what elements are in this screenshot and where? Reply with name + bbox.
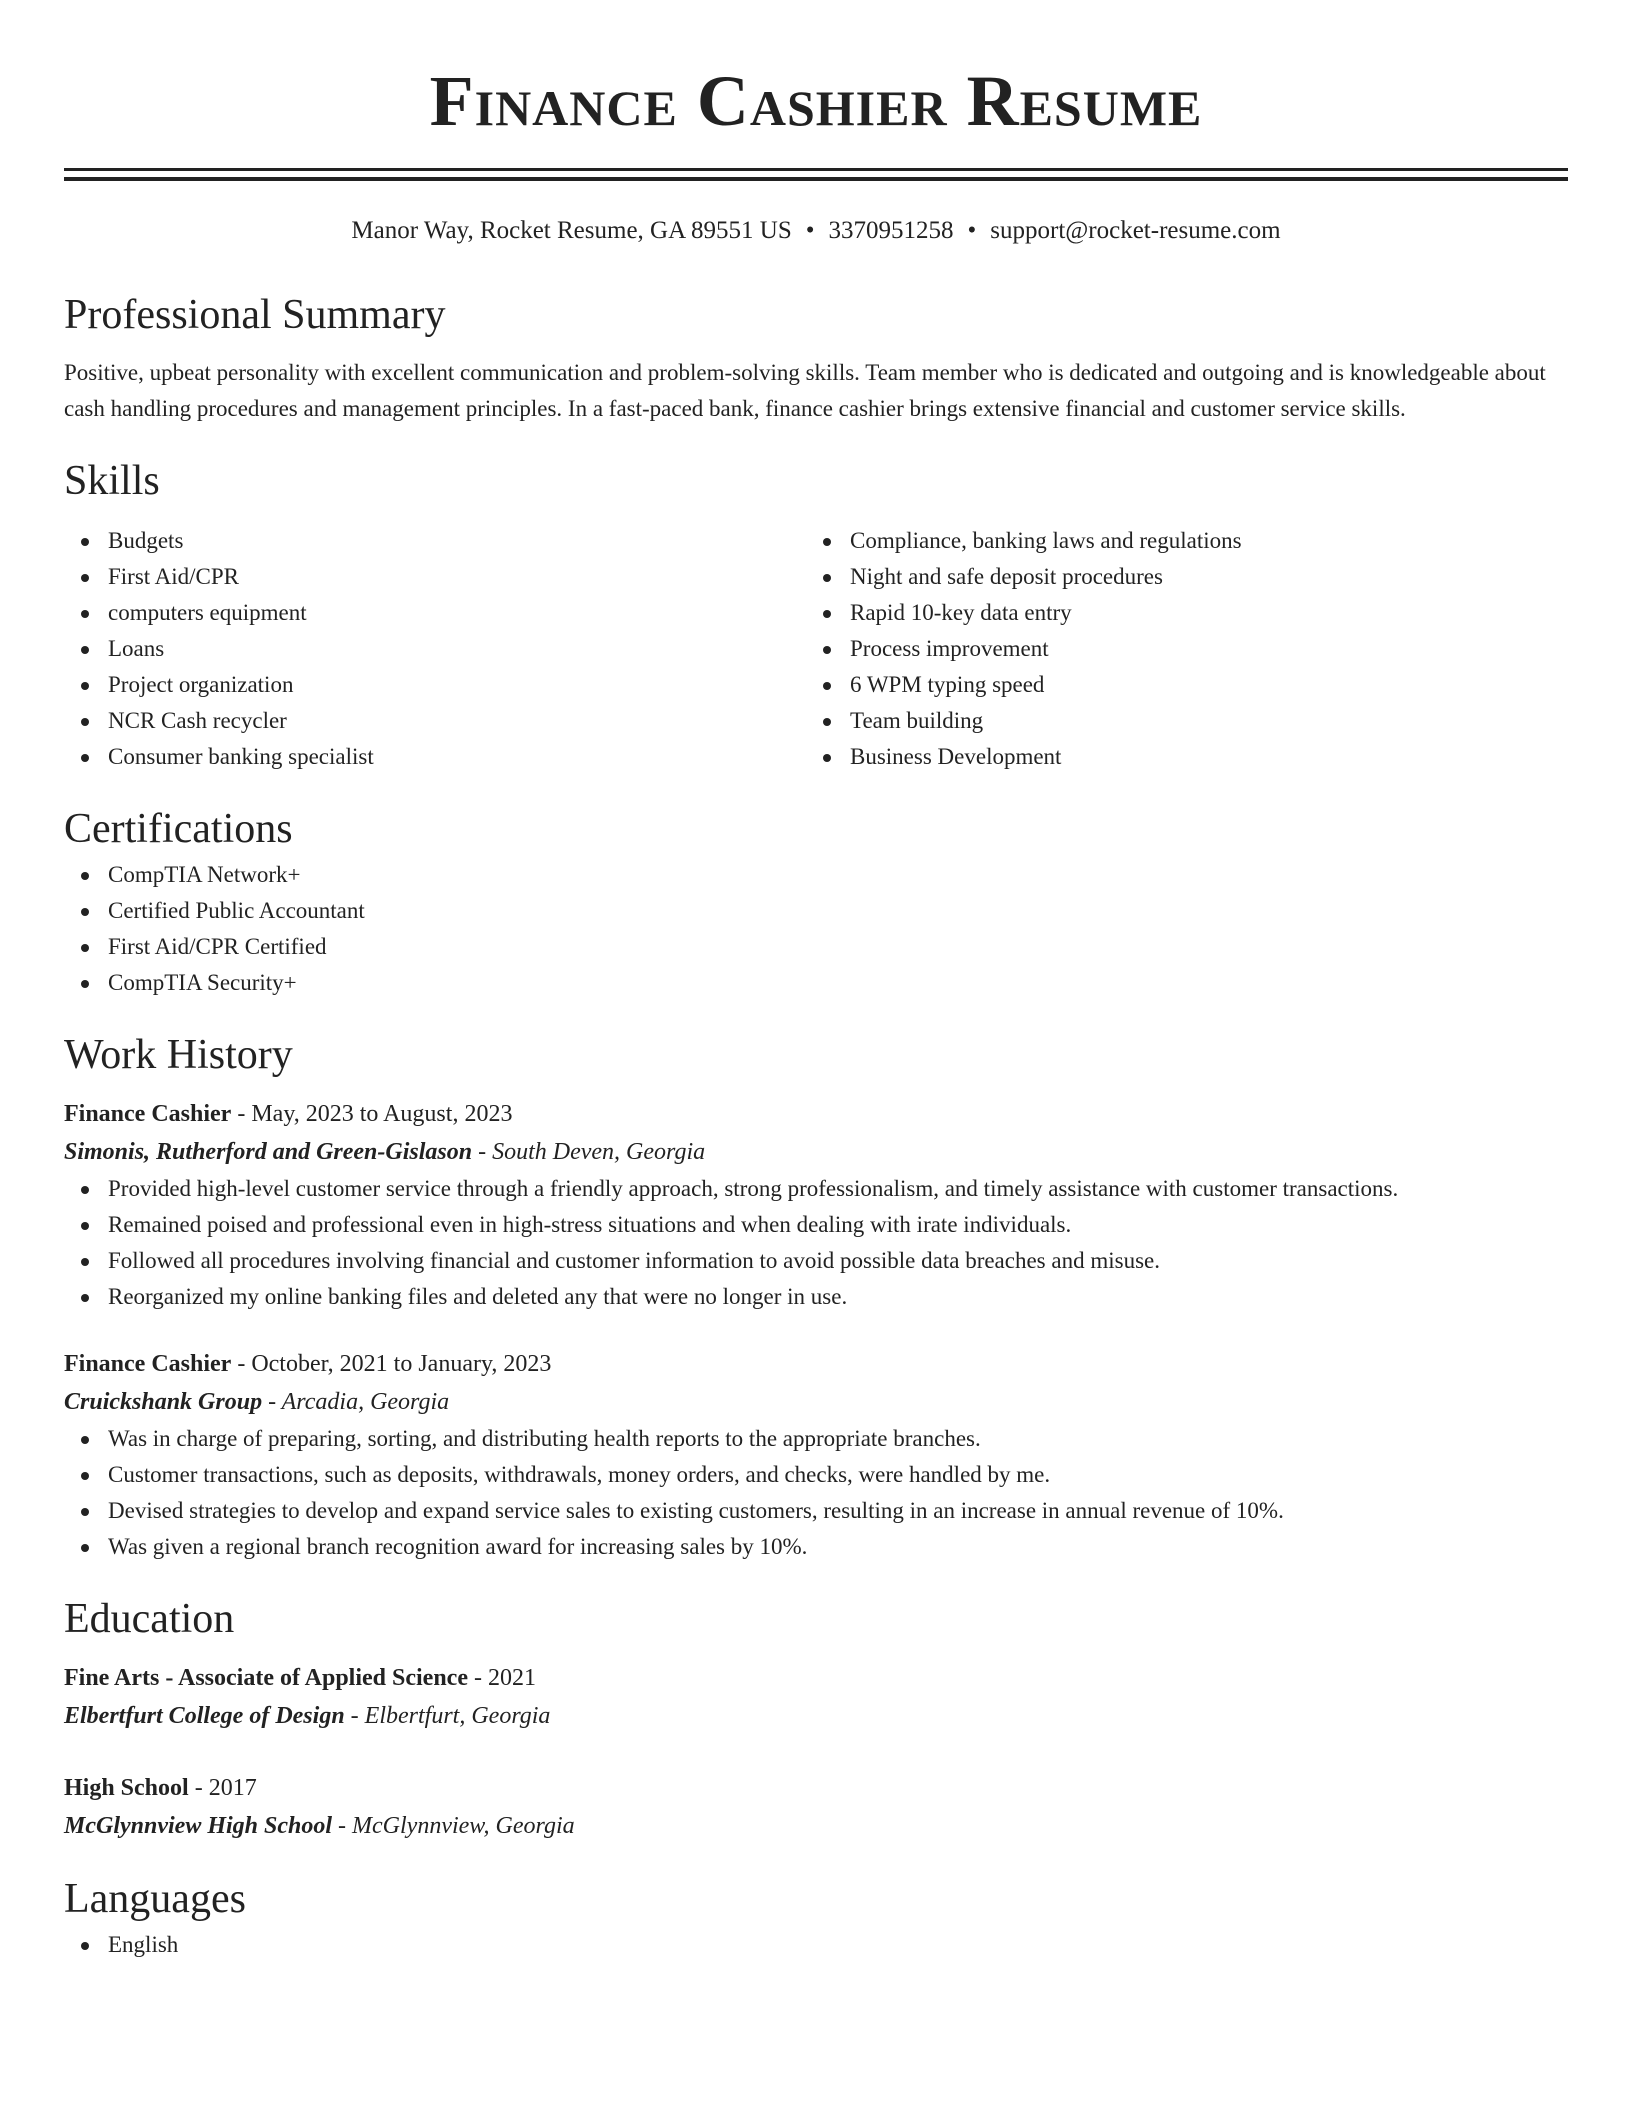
job-duty: Reorganized my online banking files and deleted any that were no longer in use. [108, 1279, 1568, 1315]
job-employer [64, 1133, 1568, 1171]
skill-item: Business Development [850, 739, 1548, 775]
job-header [64, 1095, 1568, 1133]
job-role: Finance Cashier [64, 1101, 232, 1127]
title-divider-bottom [64, 177, 1568, 181]
job-duty: Provided high-level customer service through a friendly approach, strong professionalism, and timely assistance with customer transactions. [108, 1171, 1568, 1207]
job-duty: Devised strategies to develop and expand service sales to existing customers, resulting in an increase in annual revenue of 10%. [108, 1493, 1568, 1529]
education-year: - 2017 [188, 1775, 257, 1801]
languages-heading: Languages [64, 1876, 246, 1922]
job-duty: Followed all procedures involving financial and customer information to avoid possible data breaches and misuse. [108, 1243, 1568, 1279]
skill-item: Team building [850, 703, 1548, 739]
certifications-heading: Certifications [64, 806, 293, 852]
skill-item: 6 WPM typing speed [850, 667, 1548, 703]
education-degree: Fine Arts - Associate of Applied Science [64, 1665, 468, 1691]
title-divider-top [64, 168, 1568, 171]
skill-item: Night and safe deposit procedures [850, 559, 1548, 595]
skills-column-left [64, 523, 806, 775]
job-duty: Customer transactions, such as deposits, withdrawals, money orders, and checks, were handled by me. [108, 1457, 1568, 1493]
resume-title: Finance Cashier Resume [429, 61, 1203, 141]
job-dates: - May, 2023 to August, 2023 [231, 1101, 513, 1127]
skill-item: NCR Cash recycler [108, 703, 806, 739]
skill-item: computers equipment [108, 595, 806, 631]
job-company: Cruickshank Group [64, 1389, 263, 1415]
skill-item: Consumer banking specialist [108, 739, 806, 775]
certification-item: First Aid/CPR Certified [108, 929, 1568, 965]
job-duty: Remained poised and professional even in high-stress situations and when dealing with irate individuals. [108, 1207, 1568, 1243]
contact-separator: • [805, 217, 815, 244]
job-entry [64, 1345, 1568, 1565]
education-entry [64, 1659, 1568, 1735]
education-school: Elbertfurt College of Design [64, 1703, 345, 1729]
education-year: - 2021 [467, 1665, 536, 1691]
job-duties-list [64, 1421, 1568, 1565]
skills-grid [64, 523, 1568, 775]
skills-list-left [64, 523, 806, 775]
education-heading: Education [64, 1596, 235, 1642]
contact-address: Manor Way, Rocket Resume, GA 89551 US [351, 217, 792, 244]
job-location: - Arcadia, Georgia [262, 1389, 450, 1415]
skill-item: Rapid 10-key data entry [850, 595, 1548, 631]
contact-phone: 3370951258 [828, 217, 954, 244]
skill-item: Budgets [108, 523, 806, 559]
summary-text: Positive, upbeat personality with excellent communication and problem-solving skills. Team member who is dedicated and outgoing and is knowledgeable about cash handling procedures and management principles. In a fast-paced bank, finance cashier brings extensive financial and customer service skills. [64, 360, 1546, 421]
certifications-list [64, 857, 1568, 1001]
skill-item: Process improvement [850, 631, 1548, 667]
languages-list [64, 1927, 1568, 1963]
job-company: Simonis, Rutherford and Green-Gislason [64, 1139, 473, 1165]
language-item: English [108, 1927, 1568, 1963]
job-duty: Was given a regional branch recognition award for increasing sales by 10%. [108, 1529, 1568, 1565]
education-degree-line [64, 1769, 1568, 1807]
certification-item: CompTIA Security+ [108, 965, 1568, 1001]
job-duties-list [64, 1171, 1568, 1315]
education-entry [64, 1769, 1568, 1845]
skill-item: Project organization [108, 667, 806, 703]
summary-heading: Professional Summary [64, 292, 446, 338]
job-duty: Was in charge of preparing, sorting, and distributing health reports to the appropriate branches. [108, 1421, 1568, 1457]
education-school-line [64, 1697, 1568, 1735]
job-role: Finance Cashier [64, 1351, 232, 1377]
job-dates: - October, 2021 to January, 2023 [231, 1351, 552, 1377]
skill-item: Compliance, banking laws and regulations [850, 523, 1548, 559]
skill-item: Loans [108, 631, 806, 667]
job-employer [64, 1383, 1568, 1421]
education-school-line [64, 1807, 1568, 1845]
skill-item: First Aid/CPR [108, 559, 806, 595]
education-location: - Elbertfurt, Georgia [344, 1703, 551, 1729]
certification-item: Certified Public Accountant [108, 893, 1568, 929]
job-location: - South Deven, Georgia [472, 1139, 706, 1165]
job-entry [64, 1095, 1568, 1315]
skills-list-right [806, 523, 1548, 775]
education-degree-line [64, 1659, 1568, 1697]
contact-line [64, 213, 1568, 249]
education-location: - McGlynnview, Georgia [332, 1813, 575, 1839]
certification-item: CompTIA Network+ [108, 857, 1568, 893]
education-degree: High School [64, 1775, 189, 1801]
work-history-heading: Work History [64, 1032, 293, 1078]
job-header [64, 1345, 1568, 1383]
skills-heading: Skills [64, 458, 160, 504]
education-school: McGlynnview High School [64, 1813, 333, 1839]
skills-column-right [806, 523, 1548, 775]
contact-separator: • [967, 217, 977, 244]
contact-email: support@rocket-resume.com [990, 217, 1281, 244]
